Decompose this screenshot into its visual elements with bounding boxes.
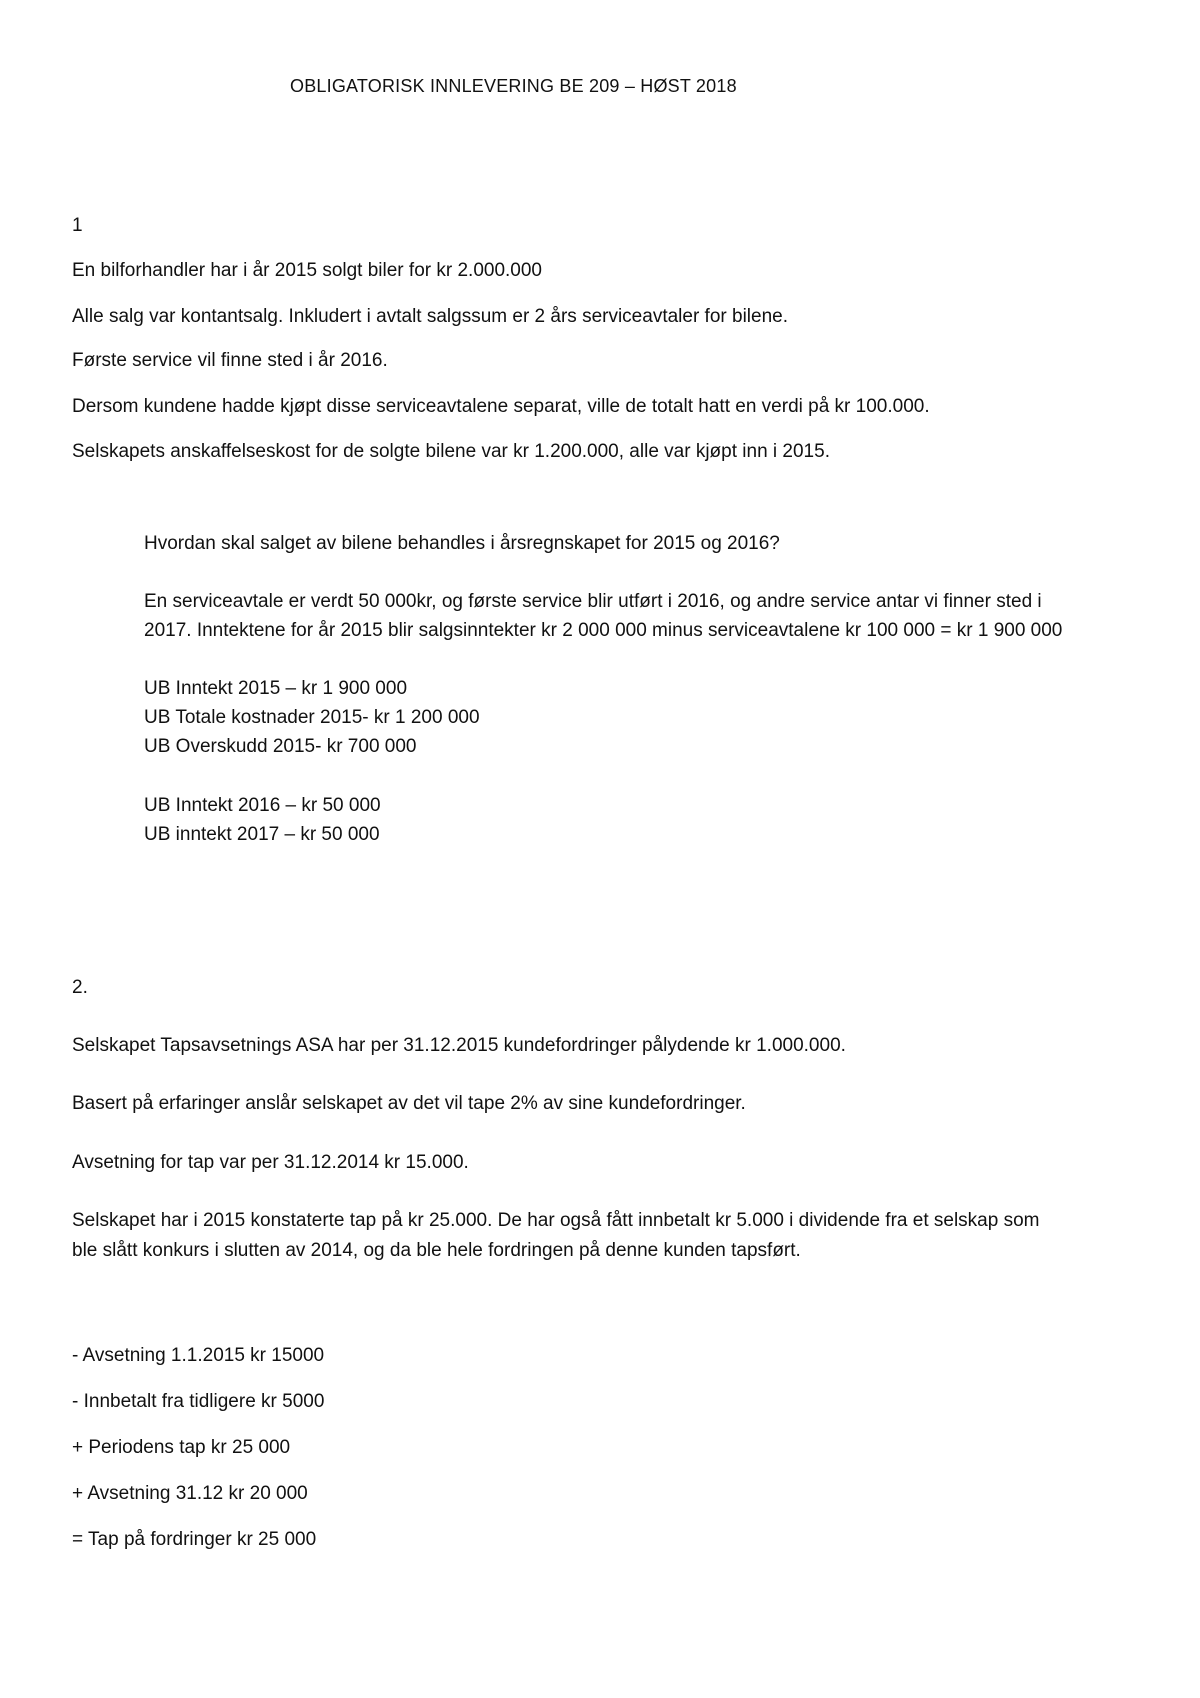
task2-line-2: Basert på erfaringer anslår selskapet av det vil tape 2% av sine kundefordringer.	[72, 1093, 746, 1114]
task1-summary-later-1: UB Inntekt 2016 – kr 50 000	[144, 795, 381, 816]
task1-summary-later-2: UB inntekt 2017 – kr 50 000	[144, 824, 380, 845]
task1-line-1: En bilforhandler har i år 2015 solgt biler for kr 2.000.000	[72, 260, 542, 281]
task1-answer-line-1: En serviceavtale er verdt 50 000kr, og første service blir utført i 2016, og andre service antar vi finner sted i	[144, 591, 1042, 612]
task2-calc-line-2: - Innbetalt fra tidligere kr 5000	[72, 1391, 325, 1412]
task2-calc-line-4: + Avsetning 31.12 kr 20 000	[72, 1483, 308, 1504]
task1-summary-2015-2: UB Totale kostnader 2015- kr 1 200 000	[144, 707, 480, 728]
task1-answer-line-2: 2017. Inntektene for år 2015 blir salgsinntekter kr 2 000 000 minus serviceavtalene kr 100 000 = kr 1 900 000	[144, 620, 1063, 641]
task2-calc-line-3: + Periodens tap kr 25 000	[72, 1437, 291, 1458]
task2-line-3: Avsetning for tap var per 31.12.2014 kr 15.000.	[72, 1152, 469, 1173]
task2-line-1: Selskapet Tapsavsetnings ASA har per 31.12.2015 kundefordringer pålydende kr 1.000.000.	[72, 1035, 846, 1056]
document-title: OBLIGATORISK INNLEVERING BE 209 – HØST 2018	[290, 76, 737, 96]
task1-line-2: Alle salg var kontantsalg. Inkludert i avtalt salgssum er 2 års serviceavtaler for bilene.	[72, 306, 788, 327]
task1-line-4: Dersom kundene hadde kjøpt disse serviceavtalene separat, ville de totalt hatt en verdi på kr 100.000.	[72, 396, 930, 417]
task2-calc-line-1: - Avsetning 1.1.2015 kr 15000	[72, 1345, 325, 1366]
task1-summary-2015-1: UB Inntekt 2015 – kr 1 900 000	[144, 678, 408, 699]
task1-summary-2015-3: UB Overskudd 2015- kr 700 000	[144, 736, 417, 757]
task1-line-3: Første service vil finne sted i år 2016.	[72, 350, 388, 371]
task1-line-5: Selskapets anskaffelseskost for de solgte bilene var kr 1.200.000, alle var kjøpt inn i 2015.	[72, 441, 830, 462]
task1-question: Hvordan skal salget av bilene behandles i årsregnskapet for 2015 og 2016?	[144, 533, 780, 554]
task2-calc-line-5: = Tap på fordringer kr 25 000	[72, 1529, 317, 1550]
task2-paragraph-line-2: ble slått konkurs i slutten av 2014, og da ble hele fordringen på denne kunden tapsført.	[72, 1240, 801, 1261]
task2-number: 2.	[72, 977, 88, 998]
task2-paragraph-line-1: Selskapet har i 2015 konstaterte tap på kr 25.000. De har også fått innbetalt kr 5.000 i dividende fra et selskap som	[72, 1210, 1040, 1231]
task1-number: 1	[72, 215, 83, 236]
